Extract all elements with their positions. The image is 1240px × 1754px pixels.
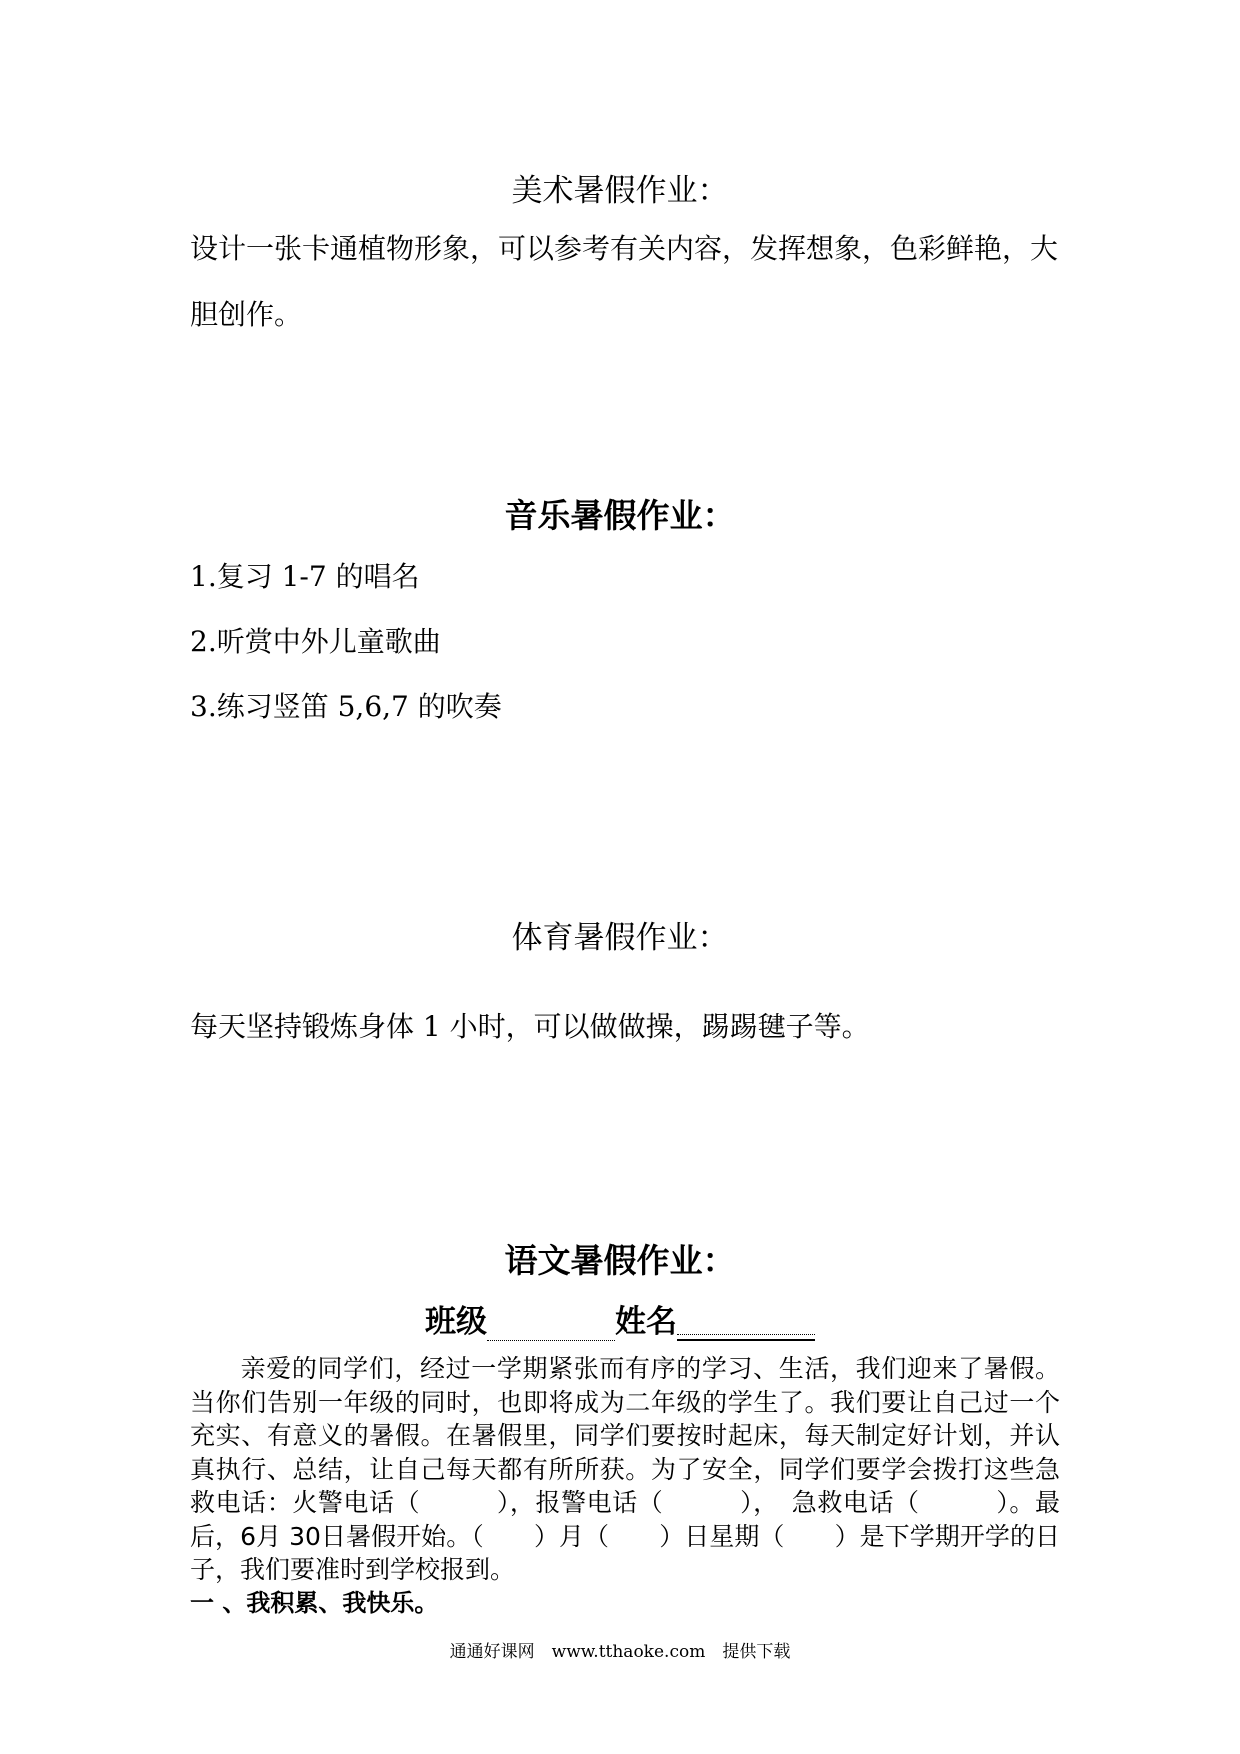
class-name-line (0, 1296, 1240, 1341)
class-blank[interactable] (487, 1306, 615, 1341)
art-homework-title: 美术暑假作业： (511, 173, 729, 209)
name-blank[interactable] (677, 1305, 815, 1341)
art-homework-text: 设计一张卡通植物形象，可以参考有关内容，发挥想象，色彩鲜艳，大胆创作。 (190, 232, 1059, 331)
name-label: 姓名 (615, 1304, 677, 1340)
music-item-3: 3.练习竖笛 5,6,7 的吹奏 (190, 690, 502, 723)
chinese-homework-title: 语文暑假作业： (504, 1241, 736, 1280)
page-footer: 通通好课网 www.tthaoke.com 提供下载 (449, 1642, 791, 1662)
section-heading-1: 一 、我积累、我快乐。 (190, 1589, 439, 1617)
music-item-1: 1.复习 1-7 的唱名 (190, 560, 420, 593)
music-homework-title: 音乐暑假作业： (504, 496, 736, 535)
chinese-intro-text: 亲爱的同学们，经过一学期紧张而有序的学习、生活，我们迎来了暑假。当你们告别一年级的同时，也即将成为二年级的学生了。我们要让自己过一个充实、有意义的暑假。在暑假里，同学们要按时起床，每天制定好计划，并认真执行、总结，让自己每天都有所所获。为了安全，同学们要学会拨打这些急救电话：火警电话（ ），报警电话（ ）， 急救电话（ ）。最后，6月 30日暑假开始。（ ）月（ ）日星期（ ）是下学期开学的日子，我们要准时到学校报到。 (190, 1354, 1060, 1584)
chinese-intro-paragraph (190, 1352, 1060, 1587)
music-item-2: 2.听赏中外儿童歌曲 (190, 625, 441, 658)
pe-homework-text: 每天坚持锻炼身体 1 小时，可以做做操，踢踢毽子等。 (190, 1010, 870, 1043)
class-label: 班级 (425, 1304, 487, 1340)
pe-homework-title: 体育暑假作业： (511, 920, 729, 956)
